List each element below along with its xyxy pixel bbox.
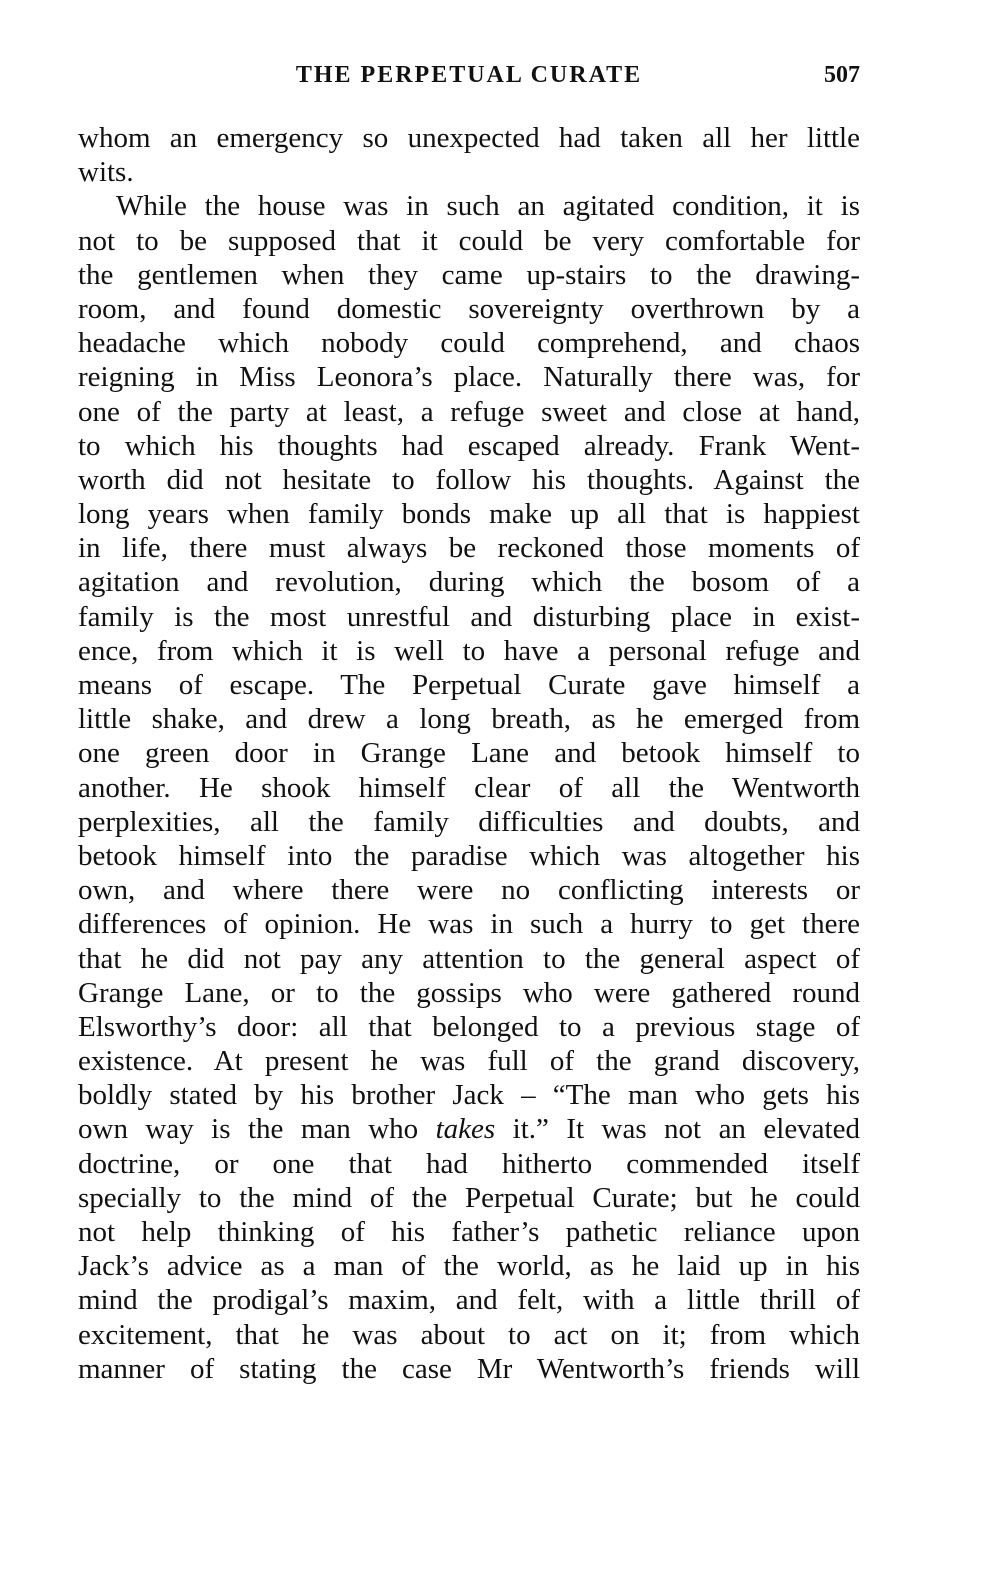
text-line: boldly stated by his brother Jack – “The man who gets his	[78, 1079, 860, 1112]
text-run: it.” It was not an elevated	[495, 1113, 860, 1146]
text-line-with-emphasis	[78, 1112, 860, 1146]
text-line: long years when family bonds make up all that is happiest	[78, 498, 860, 531]
text-line: room, and found domestic sovereignty overthrown by a	[78, 292, 860, 325]
text-line: whom an emergency so unexpected had taken all her little	[78, 122, 860, 154]
text-line: agitation and revolution, during which the bosom of a	[78, 566, 860, 599]
text-line: that he did not pay any attention to the general aspect of	[78, 942, 860, 975]
text-line: little shake, and drew a long breath, as he emerged from	[78, 703, 860, 736]
text-line: mind the prodigal’s maxim, and felt, with a little thrill of	[78, 1284, 860, 1317]
text-line: another. He shook himself clear of all the Wentworth	[78, 771, 860, 804]
text-line: excitement, that he was about to act on it; from which	[78, 1318, 860, 1351]
text-line: not help thinking of his father’s pathetic reliance upon	[78, 1216, 860, 1248]
page-header	[78, 62, 860, 98]
text-line: wits.	[78, 156, 134, 189]
text-line: to which his thoughts had escaped already. Frank Went-	[78, 429, 860, 462]
text-line: reigning in Miss Leonora’s place. Naturally there was, for	[78, 361, 860, 394]
text-line: manner of stating the case Mr Wentworth’s friends will	[78, 1352, 860, 1385]
body-text	[78, 121, 860, 1386]
page-number: 507	[824, 62, 860, 88]
text-line: in life, there must always be reckoned those moments of	[78, 532, 860, 565]
text-line: worth did not hesitate to follow his thoughts. Against the	[78, 463, 860, 496]
text-line: not to be supposed that it could be very comfortable for	[78, 224, 860, 257]
paragraph-start-line: While the house was in such an agitated condition, it is	[116, 190, 860, 223]
text-line: means of escape. The Perpetual Curate gave himself a	[78, 669, 860, 701]
text-line: one of the party at least, a refuge sweet and close at hand,	[78, 395, 860, 428]
text-line: differences of opinion. He was in such a hurry to get there	[78, 908, 860, 941]
text-line: Elsworthy’s door: all that belonged to a previous stage of	[78, 1010, 860, 1043]
text-line: family is the most unrestful and disturbing place in exist-	[78, 600, 860, 633]
text-line: one green door in Grange Lane and betook himself to	[78, 737, 860, 770]
text-line: doctrine, or one that had hitherto commended itself	[78, 1147, 860, 1180]
emphasized-word: takes	[435, 1113, 496, 1146]
text-run: own way is the man who	[78, 1113, 436, 1146]
text-line: specially to the mind of the Perpetual Curate; but he could	[78, 1181, 860, 1214]
text-line: perplexities, all the family difficulties and doubts, and	[78, 805, 860, 838]
text-line: own, and where there were no conflicting interests or	[78, 874, 860, 907]
running-title: THE PERPETUAL CURATE	[295, 62, 643, 88]
text-line: ence, from which it is well to have a personal refuge and	[78, 634, 860, 667]
text-line: the gentlemen when they came up-stairs to the drawing-	[78, 258, 860, 291]
text-line: Grange Lane, or to the gossips who were gathered round	[78, 976, 860, 1009]
text-line: headache which nobody could comprehend, and chaos	[78, 327, 860, 360]
text-line: Jack’s advice as a man of the world, as he laid up in his	[78, 1250, 860, 1283]
text-line: betook himself into the paradise which was altogether his	[78, 839, 860, 872]
text-line: existence. At present he was full of the grand discovery,	[78, 1045, 860, 1078]
